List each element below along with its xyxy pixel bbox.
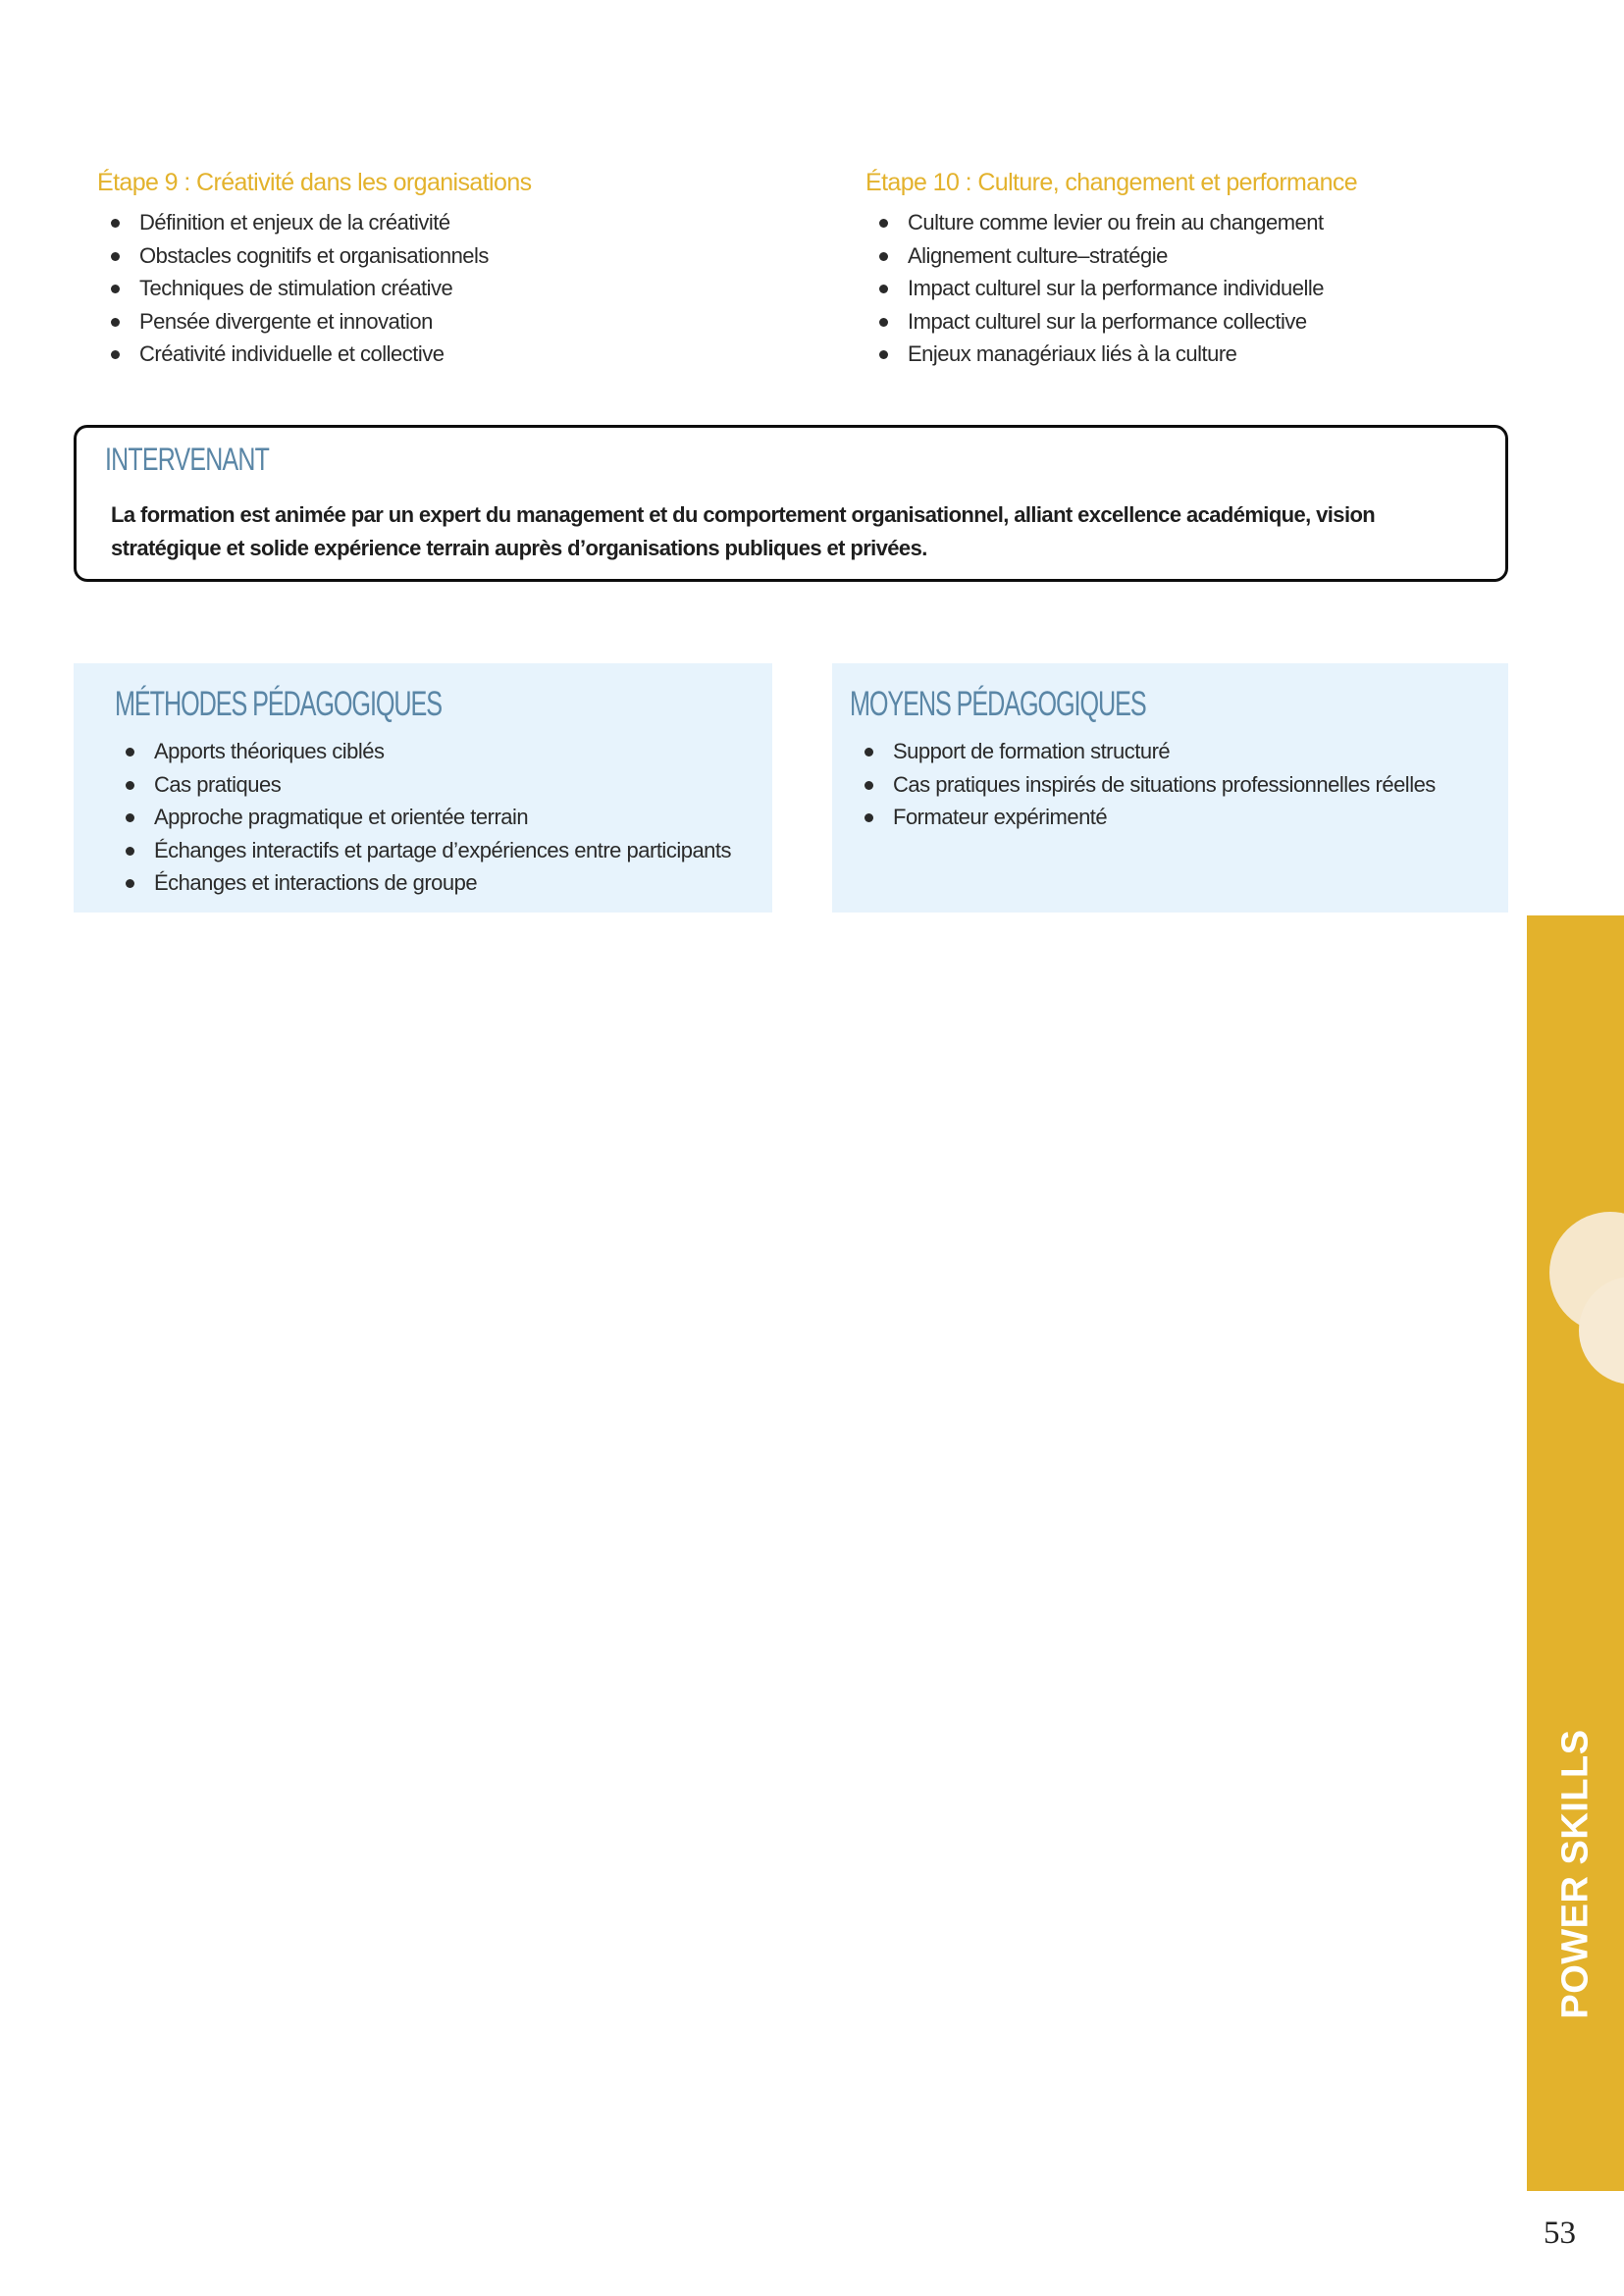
bullet-icon (111, 252, 120, 261)
bullet-icon (864, 748, 873, 757)
moyens-title: MOYENS PÉDAGOGIQUES (850, 685, 1146, 723)
bullet-icon (111, 219, 120, 228)
etape-9-title: Étape 9 : Créativité dans les organisations (97, 169, 532, 196)
list-item: Apports théoriques ciblés (112, 735, 731, 768)
list-item: Support de formation structuré (851, 735, 1436, 768)
list-item: Enjeux managériaux liés à la culture (865, 338, 1474, 371)
list-item: Échanges interactifs et partage d’expériences entre participants (112, 834, 731, 867)
list-item: Créativité individuelle et collective (97, 338, 784, 371)
page-number: 53 (1544, 2216, 1576, 2251)
list-item: Obstacles cognitifs et organisationnels (97, 239, 784, 273)
bullet-icon (864, 781, 873, 790)
list-item: Alignement culture–stratégie (865, 239, 1474, 273)
bullet-icon (126, 781, 134, 790)
bullet-icon (879, 285, 888, 293)
moyens-list (851, 735, 1436, 834)
etape-10-section (865, 165, 1474, 371)
bullet-icon (864, 813, 873, 822)
bullet-icon (126, 748, 134, 757)
list-item: Impact culturel sur la performance individuelle (865, 272, 1474, 305)
list-item: Pensée divergente et innovation (97, 305, 784, 339)
bullet-icon (111, 318, 120, 327)
list-item: Cas pratiques (112, 768, 731, 802)
moyens-pedagogiques-box (832, 663, 1508, 913)
power-skills-side-band (1527, 915, 1624, 2191)
etape-10-title: Étape 10 : Culture, changement et performance (865, 169, 1358, 196)
bullet-icon (126, 813, 134, 822)
intervenant-box (74, 425, 1508, 582)
intervenant-title: INTERVENANT (105, 442, 270, 477)
section-label: POWER SKILLS (1554, 1729, 1596, 2019)
bullet-icon (126, 847, 134, 856)
bullet-icon (111, 350, 120, 359)
bullet-icon (879, 252, 888, 261)
list-item: Formateur expérimenté (851, 801, 1436, 834)
methodes-list (112, 735, 731, 900)
methodes-pedagogiques-box (74, 663, 772, 913)
bullet-icon (879, 350, 888, 359)
list-item: Échanges et interactions de groupe (112, 866, 731, 900)
etape-10-list (865, 206, 1474, 371)
bullet-icon (879, 219, 888, 228)
list-item: Approche pragmatique et orientée terrain (112, 801, 731, 834)
list-item: Culture comme levier ou frein au changement (865, 206, 1474, 239)
bullet-icon (111, 285, 120, 293)
bullet-icon (126, 879, 134, 888)
list-item: Cas pratiques inspirés de situations professionnelles réelles (851, 768, 1436, 802)
list-item: Techniques de stimulation créative (97, 272, 784, 305)
etape-9-list (97, 206, 784, 371)
list-item: Impact culturel sur la performance collective (865, 305, 1474, 339)
list-item: Définition et enjeux de la créativité (97, 206, 784, 239)
etape-9-section (97, 165, 784, 371)
intervenant-text: La formation est animée par un expert du management et du comportement organisationnel, alliant excellence académique, vision stratégique et solide expérience terrain auprès d’organisations publiques et privées. (111, 502, 1376, 560)
bullet-icon (879, 318, 888, 327)
methodes-title: MÉTHODES PÉDAGOGIQUES (115, 685, 442, 723)
